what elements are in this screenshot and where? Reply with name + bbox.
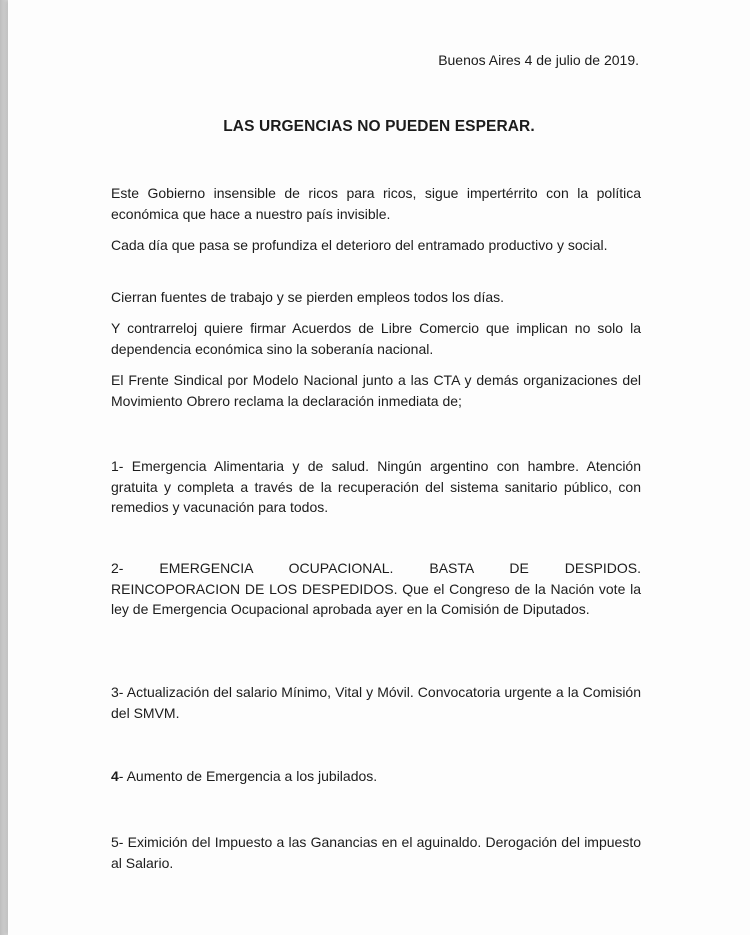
item-number: 2- — [111, 560, 124, 576]
item-text-line1: EMERGENCIA OCUPACIONAL. BASTA DE DESPIDOS. — [159, 560, 642, 576]
item-text: Emergencia Alimentaria y de salud. Ningún argentino con hambre. Atención gratuita y completa a través de la recuperación del sistema sanitario público, con remedios y vacunación para todos. — [111, 458, 641, 515]
demand-item-3 — [111, 682, 641, 723]
item-number: 5- — [111, 834, 124, 850]
item-number: 4 — [111, 768, 119, 784]
item-number: 1- — [111, 458, 124, 474]
demand-item-4 — [111, 766, 641, 787]
paragraph-2: Cada día que pasa se profundiza el deterioro del entramado productivo y social. — [111, 237, 608, 253]
item-text: - Aumento de Emergencia a los jubilados. — [118, 768, 378, 784]
demand-item-1 — [111, 456, 641, 518]
paragraph-5: El Frente Sindical por Modelo Nacional junto a las CTA y demás organizaciones del Movimiento Obrero reclama la declaración inmediata de; — [111, 372, 641, 409]
item-text: Eximición del Impuesto a las Ganancias en el aguinaldo. Derogación del impuesto al Salario. — [111, 834, 641, 871]
demand-item-2 — [111, 558, 641, 620]
paragraph-3: Cierran fuentes de trabajo y se pierden empleos todos los días. — [111, 289, 505, 305]
paragraph-4: Y contrarreloj quiere firmar Acuerdos de Libre Comercio que implican no solo la dependencia económica sino la soberanía nacional. — [111, 320, 641, 357]
document-title: LAS URGENCIAS NO PUEDEN ESPERAR. — [223, 118, 535, 135]
item-text-rest: REINCOPORACION DE LOS DESPEDIDOS. Que el Congreso de la Nación vote la ley de Emergencia Ocupacional aprobada ayer en la Comisión de Diputados. — [111, 580, 641, 617]
item-first-line — [111, 558, 641, 579]
paragraph-1: Este Gobierno insensible de ricos para ricos, sigue impertérrito con la política económica que hace a nuestro país invisible. — [111, 185, 641, 222]
document-page — [8, 0, 750, 935]
item-number: 3- — [111, 684, 124, 700]
item-text: Actualización del salario Mínimo, Vital y Móvil. Convocatoria urgente a la Comisión del SMVM. — [111, 684, 641, 721]
date-line: Buenos Aires 4 de julio de 2019. — [438, 52, 639, 68]
demand-item-5 — [111, 832, 641, 873]
